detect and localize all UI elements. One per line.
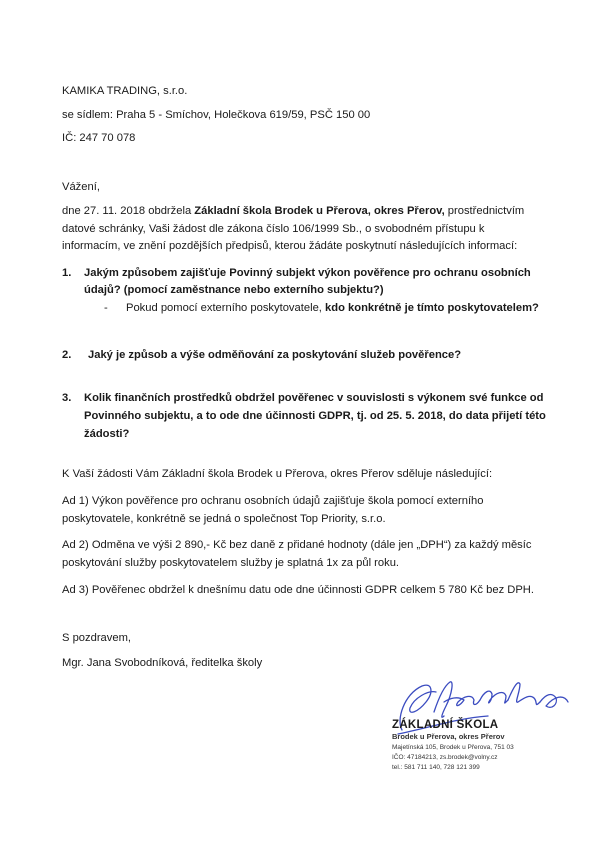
question-number: 3. <box>62 392 72 404</box>
answer-intro: K Vaší žádosti Vám Základní škola Brodek u Přerova, okres Přerov sděluje následující: <box>62 468 493 480</box>
dash-bullet: - <box>104 302 108 314</box>
subitem-text <box>126 301 539 316</box>
intro-text-c: prostřednictvím <box>444 205 525 217</box>
recipient-seat: se sídlem: Praha 5 - Smíchov, Holečkova 619/59, PSČ 150 00 <box>62 109 371 121</box>
stamp-subtitle: Brodek u Přerova, okres Přerov <box>392 732 505 741</box>
stamp-phone: tel.: 581 711 140, 728 121 399 <box>392 764 480 771</box>
answer-1-line-2: poskytovatele, konkrétně se jedná o společnost Top Priority, s.r.o. <box>62 513 386 525</box>
subitem-text-b: kdo konkrétně je tímto poskytovatelem? <box>325 302 539 314</box>
question-line: Povinného subjektu, a to ode dne účinnosti GDPR, tj. od 25. 5. 2018, do data přijetí této <box>84 410 546 422</box>
answer-2-line-2: poskytování služby poskytovatelem služby je splatná 1x za půl roku. <box>62 557 400 569</box>
subitem-text-a: Pokud pomocí externího poskytovatele, <box>126 302 326 314</box>
greeting: Vážení, <box>62 181 100 193</box>
intro-text-a: dne 27. 11. 2018 obdržela <box>62 205 195 217</box>
question-line: Jaký je způsob a výše odměňování za poskytování služeb pověřence? <box>88 349 462 361</box>
stamp-title: ZÁKLADNÍ ŠKOLA <box>392 719 499 731</box>
question-line: žádosti? <box>84 428 130 440</box>
stamp-address: Majetínská 105, Brodek u Přerova, 751 03 <box>392 744 514 751</box>
question-line: Kolik finančních prostředků obdržel pověřenec v souvislosti s výkonem své funkce od <box>84 392 544 404</box>
question-number: 2. <box>62 349 72 361</box>
question-line: údajů? (pomocí zaměstnance nebo externího subjektu?) <box>84 284 384 296</box>
question-number: 1. <box>62 267 72 279</box>
closing: S pozdravem, <box>62 632 132 644</box>
intro-line-2: datové schránky, Vaši žádost dle zákona číslo 106/1999 Sb., o svobodném přístupu k <box>62 223 485 235</box>
answer-3-line-1: Ad 3) Pověřenec obdržel k dnešnímu datu ode dne účinnosti GDPR celkem 5 780 Kč bez DPH. <box>62 584 534 596</box>
intro-school-name: Základní škola Brodek u Přerova, okres Přerov, <box>194 205 445 217</box>
answer-1-line-1: Ad 1) Výkon pověřence pro ochranu osobních údajů zajišťuje škola pomocí externího <box>62 495 484 507</box>
intro-line-3: informacím, ve znění pozdějších předpisů, kterou žádáte poskytnutí následujících informací: <box>62 240 518 252</box>
question-line: Jakým způsobem zajišťuje Povinný subjekt výkon pověřence pro ochranu osobních <box>84 267 531 279</box>
answer-2-line-1: Ad 2) Odměna ve výši 2 890,- Kč bez daně z přidané hodnoty (dále jen „DPH“) za každý měsíc <box>62 539 532 551</box>
recipient-company: KAMIKA TRADING, s.r.o. <box>62 85 188 97</box>
recipient-ic: IČ: 247 70 078 <box>62 132 136 144</box>
intro-line-1 <box>62 204 524 219</box>
stamp-ico-email: IČO: 47184213, zs.brodek@volny.cz <box>392 754 498 761</box>
signatory: Mgr. Jana Svobodníková, ředitelka školy <box>62 657 263 669</box>
